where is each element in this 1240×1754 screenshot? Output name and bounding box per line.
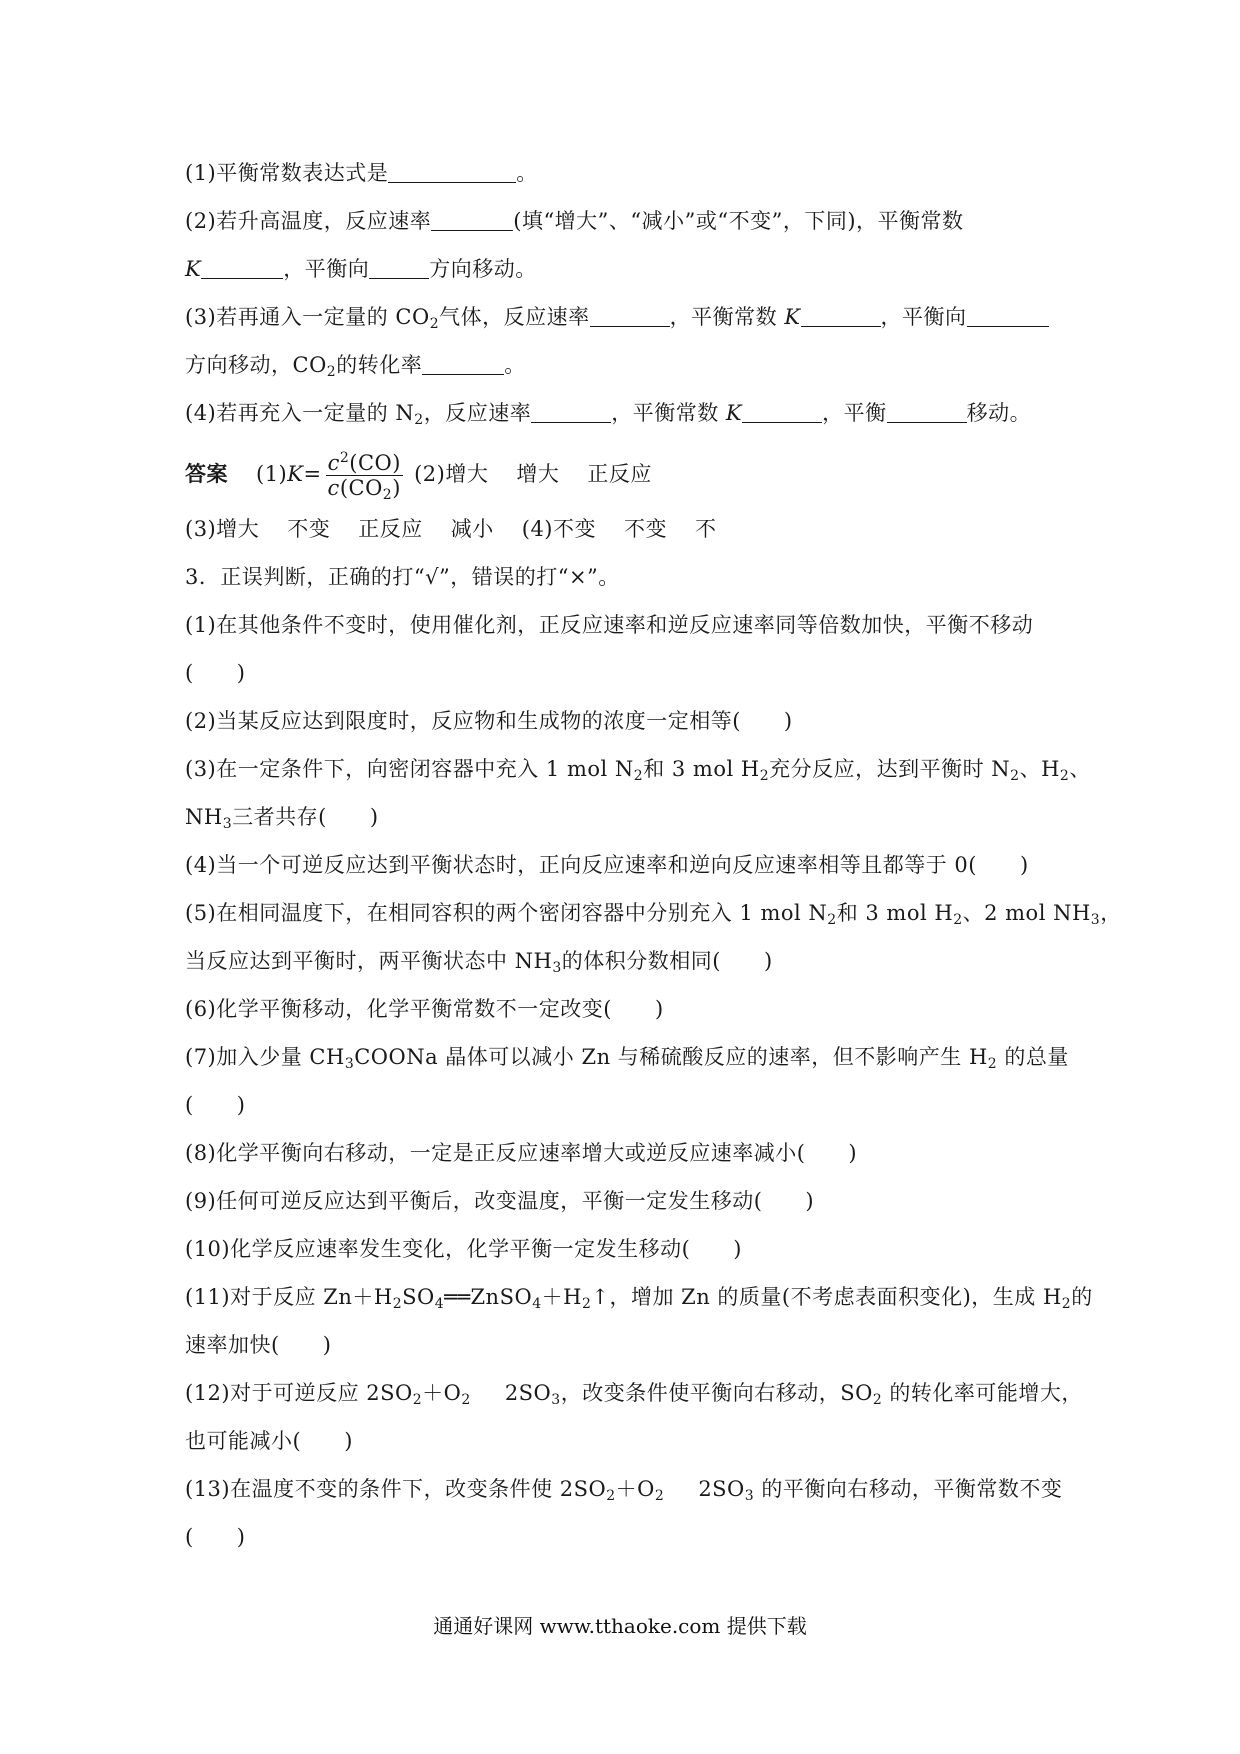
answer-line1: 答案 (1)K= $\frac{c^2(CO)}{c(CO_2)}$ (2)增大 增大 正反应	[185, 450, 652, 503]
equilibrium-fraction: $\frac{c^2(CO)}{c(CO_2)}$	[327, 450, 401, 503]
q3-item12-line1: (12)对于可逆反应 $2SO_2+O_2$ $2SO_3$，改变条件使平衡向右移动，$SO_2$ 的转化率可能增大，	[185, 1381, 1083, 1408]
q3-item7-line1: (7)加入少量 $CH_3COONa$ 晶体可以减小 Zn 与稀硫酸反应的速率，但不影响产生 $H_2$ 的总量	[185, 1045, 1069, 1072]
q3-title: 3．正误判断，正确的打“√”，错误的打“×”。	[185, 565, 620, 589]
q2-part4: (4)若再充入一定量的 $N_2$，反应速率 ，平衡常数 K ，平衡 移动。	[185, 401, 1032, 428]
q3-item1: (1)在其他条件不变时，使用催化剂，正反应速率和逆反应速率同等倍数加快，平衡不移动	[185, 613, 1034, 637]
q3-item13-line1: (13)在温度不变的条件下，改变条件使 $2SO_2+O_2$ $2SO_3$ 的平衡向右移动，平衡常数不变	[185, 1477, 1063, 1504]
q3-item5-line1: (5)在相同温度下，在相同容积的两个密闭容器中分别充入 1 mol $N_2$和 3 mol $H_2$、2 mol $NH_3$，	[185, 901, 1122, 928]
q3-item10: (10)化学反应速率发生变化，化学平衡一定发生移动( )	[185, 1237, 742, 1261]
q3-item4: (4)当一个可逆反应达到平衡状态时，正向反应速率和逆向反应速率相等且都等于 0( )	[185, 853, 1029, 877]
answer-blank[interactable]	[201, 258, 283, 279]
q3-item9: (9)任何可逆反应达到平衡后，改变温度，平衡一定发生移动( )	[185, 1189, 815, 1213]
q2-part2-line1: (2)若升高温度，反应速率 (填“增大”、“减小”或“不变”，下同)，平衡常数	[185, 209, 964, 233]
q3-item2: (2)当某反应达到限度时，反应物和生成物的浓度一定相等( )	[185, 709, 793, 733]
answer-blank[interactable]	[422, 354, 504, 375]
page-footer: 通通好课网 www.tthaoke.com 提供下载	[433, 1614, 807, 1638]
answer-blank[interactable]	[431, 210, 513, 231]
q3-item7-bracket[interactable]: ( )	[185, 1093, 246, 1117]
q3-item3-line2: $NH_3$三者共存( )	[185, 805, 379, 832]
answer-blank[interactable]	[887, 402, 967, 423]
q3-item11-line1: (11)对于反应 $Zn+H_2SO_4══ZnSO_4+H_2↑$，增加 Zn 的质量(不考虑表面积变化)，生成 $H_2$的	[185, 1285, 1093, 1312]
q3-item1-bracket[interactable]: ( )	[185, 661, 246, 685]
answer-blank[interactable]	[967, 306, 1049, 327]
answer-blank[interactable]	[388, 162, 516, 183]
q2-part3-line2: 方向移动，$CO_2$的转化率 。	[185, 353, 526, 380]
answer-blank[interactable]	[531, 402, 611, 423]
q3-item12-line2: 也可能减小( )	[185, 1429, 353, 1453]
q3-item13-bracket[interactable]: ( )	[185, 1525, 246, 1549]
q3-item11-line2: 速率加快( )	[185, 1333, 332, 1357]
q2-part3-line1: (3)若再通入一定量的 $CO_2$气体，反应速率 ，平衡常数 K ，平衡向	[185, 302, 1070, 332]
q3-item6: (6)化学平衡移动，化学平衡常数不一定改变( )	[185, 997, 664, 1021]
answer-line2: (3)增大 不变 正反应 减小 (4)不变 不变 不	[185, 517, 717, 541]
answer-blank[interactable]	[590, 306, 670, 327]
q3-item8: (8)化学平衡向右移动，一定是正反应速率增大或逆反应速率减小( )	[185, 1141, 858, 1165]
answer-blank[interactable]	[801, 306, 881, 327]
q2-part2-line2: K ，平衡向 方向移动。	[185, 257, 537, 281]
q3-item5-line2: 当反应达到平衡时，两平衡状态中 $NH_3$的体积分数相同( )	[185, 949, 773, 976]
answer-blank[interactable]	[742, 402, 822, 423]
q3-item3-line1: (3)在一定条件下，向密闭容器中充入 1 mol $N_2$和 3 mol $H_2$充分反应，达到平衡时 $N_2$、$H_2$、	[185, 757, 1091, 784]
q2-part1: (1)平衡常数表达式是 。	[185, 161, 538, 185]
answer-blank[interactable]	[369, 258, 429, 279]
answer-label: 答案	[185, 461, 228, 486]
